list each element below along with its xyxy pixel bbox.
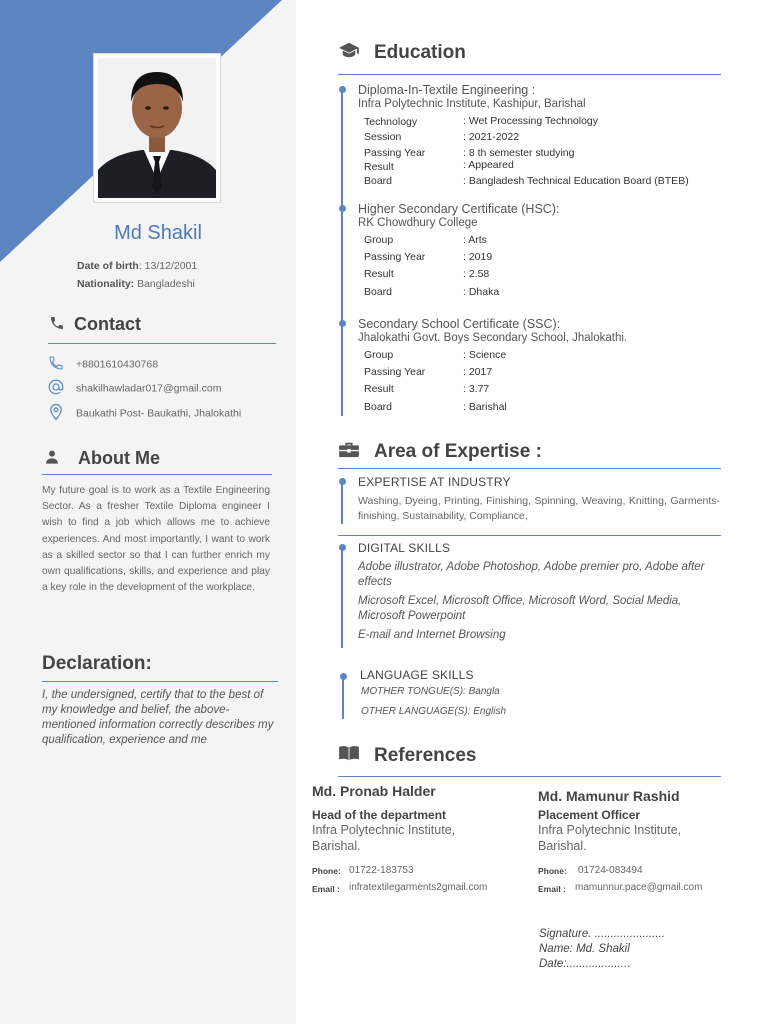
timeline-dot [339,205,346,212]
ssc-institute: Jhalokathi Govt. Boys Secondary School, Jhalokathi. [358,332,628,344]
ref1-organization: Infra Polytechnic Institute, Barishal. [312,823,456,853]
timeline-dot [339,544,346,551]
signature-name: Name: Md. Shakil [539,943,630,955]
digital-skills-adobe: Adobe illustrator, Adobe Photoshop, Adobe premier pro, Adobe after effects [358,561,705,588]
ref2-email-label: Email : [538,884,566,894]
candidate-name: Md Shakil [114,222,202,244]
diploma-row-label: Board [364,175,393,187]
profile-photo [94,54,220,202]
language-timeline [342,679,344,719]
expertise-divider [338,468,721,469]
ref2-email[interactable]: mamunnur.pace@gmail.com [575,882,703,893]
hsc-row-value: : Arts [463,234,487,246]
hsc-row-value: : Dhaka [463,286,500,298]
hsc-row-label: Group [364,234,394,246]
timeline-dot [339,86,346,93]
expertise-timeline [341,482,343,524]
phone-outline-icon [46,355,76,374]
ssc-row-label: Passing Year [364,366,426,378]
diploma-row-label: Passing Year [364,147,426,159]
date-of-birth [77,260,197,272]
ref1-phone-label: Phone: [312,866,341,876]
education-title: Education [374,42,466,64]
nationality [77,278,195,290]
declaration-divider [42,681,278,682]
hsc-row-value: : 2019 [463,251,493,263]
about-heading [44,448,160,470]
about-title: About Me [78,448,160,468]
contact-divider [48,343,276,344]
dob-label: Date of birth [77,260,139,272]
about-text: My future goal is to work as a Textile Engineering Sector. As a fresher Textile Diploma engineer I wish to find a job which allows me to achieve experiences. And most importantly, I want to work as a skilled sector so that I can further enrich my own qualifications, skills, and experience and play a key role in the development of the workplace. [42,485,270,594]
ref2-position: Placement Officer [538,808,641,822]
nationality-value: Bangladeshi [134,278,195,290]
ssc-row-label: Group [364,349,394,361]
person-icon [44,449,78,470]
briefcase-icon [338,440,374,464]
address-text: Baukathi Post- Baukathi, Jhalokathi [76,407,242,420]
ref2-organization: Infra Polytechnic Institute, Barishal. [538,823,682,853]
hsc-row-value: : 2.58 [463,268,490,280]
at-sign-icon [46,378,76,399]
ssc-row-value: : 3.77 [463,383,490,395]
ref1-email-label: Email : [312,884,340,894]
email-address[interactable]: shakilhawladar017@gmail.com [76,382,222,395]
phone-number[interactable]: +8801610430768 [76,358,159,371]
expertise-heading [338,440,542,464]
declaration-text: I, the undersigned, certify that to the best of my knowledge and belief, the above-mentioned information correctly describes my qualification, experience and me [42,689,274,746]
timeline-dot [340,673,347,680]
references-heading [338,744,476,768]
ssc-row-value: : Science [463,349,507,361]
hsc-row-label: Result [364,268,394,280]
contact-title: Contact [74,314,141,334]
phone-icon [48,315,74,336]
other-language: OTHER LANGUAGE(S): English [361,706,507,717]
ssc-row-label: Result [364,383,394,395]
education-timeline [341,90,343,416]
ref1-phone[interactable]: 01722-183753 [349,865,414,876]
hsc-row-label: Passing Year [364,251,426,263]
digital-title: DIGITAL SKILLS [358,541,451,555]
contact-email [46,378,221,399]
language-title: LANGUAGE SKILLS [360,668,474,682]
diploma-row-label: Technology [364,116,418,128]
digital-divider [338,535,721,536]
industry-title: EXPERTISE AT INDUSTRY [358,475,511,489]
diploma-degree: Diploma-In-Textile Engineering : [358,83,536,97]
digital-skills-microsoft: Microsoft Excel, Microsoft Office, Microsoft Word, Social Media, Microsoft Powerpoint [358,595,682,622]
hsc-row-label: Board [364,286,393,298]
sidebar [0,0,296,1024]
education-divider [338,74,721,75]
mother-tongue: MOTHER TONGUE(S): Bangla [361,686,500,697]
signature-line: Signature. ...................... [539,928,665,940]
contact-phone [46,355,158,374]
ref1-position: Head of the department [312,808,447,822]
digital-timeline [341,548,343,648]
graduation-cap-icon [338,41,374,65]
location-pin-icon [46,403,76,424]
hsc-degree: Higher Secondary Certificate (HSC): [358,202,560,216]
expertise-title: Area of Expertise : [374,441,542,463]
signature-date: Date:.................... [539,958,631,970]
ref2-phone[interactable]: 01724-083494 [578,865,643,876]
diploma-row-value: : Wet Processing Technology [463,115,599,127]
references-title: References [374,745,477,767]
diploma-row-value: : Appeared [463,159,514,171]
ref1-name: Md. Pronab Halder [312,783,436,799]
industry-text: Washing, Dyeing, Printing, Finishing, Spinning, Weaving, Knitting, Garments-finishing, Sustainability, Compliance, [358,495,720,522]
hsc-institute: RK Chowdhury College [358,217,478,229]
ref2-phone-label: Phone: [538,866,567,876]
about-divider [42,474,272,475]
declaration-title: Declaration: [42,653,152,674]
book-icon [338,744,374,768]
ref1-email[interactable]: infratextilegarments2gmail.com [349,882,488,893]
ssc-row-label: Board [364,401,393,413]
diploma-row-value: : Bangladesh Technical Education Board (BTEB) [463,175,689,187]
digital-skills-internet: E-mail and Internet Browsing [358,629,506,641]
diploma-row-value: : 2021-2022 [463,131,520,143]
diploma-row-value: : 8 th semester studying [463,147,575,159]
contact-address [46,403,241,424]
timeline-dot [339,320,346,327]
ssc-row-value: : Barishal [463,401,507,413]
ssc-row-value: : 2017 [463,366,493,378]
timeline-dot [339,478,346,485]
education-heading [338,41,466,65]
ref2-name: Md. Mamunur Rashid [538,788,680,804]
references-divider [338,776,721,777]
diploma-row-label: Session [364,131,402,143]
diploma-institute: Infra Polytechnic Institute, Kashipur, Barishal [358,98,586,110]
contact-heading [48,314,141,336]
diploma-row-label: Result [364,161,394,173]
ssc-degree: Secondary School Certificate (SSC): [358,317,561,331]
dob-value: : 13/12/2001 [138,260,198,272]
nationality-label: Nationality: [77,278,135,290]
